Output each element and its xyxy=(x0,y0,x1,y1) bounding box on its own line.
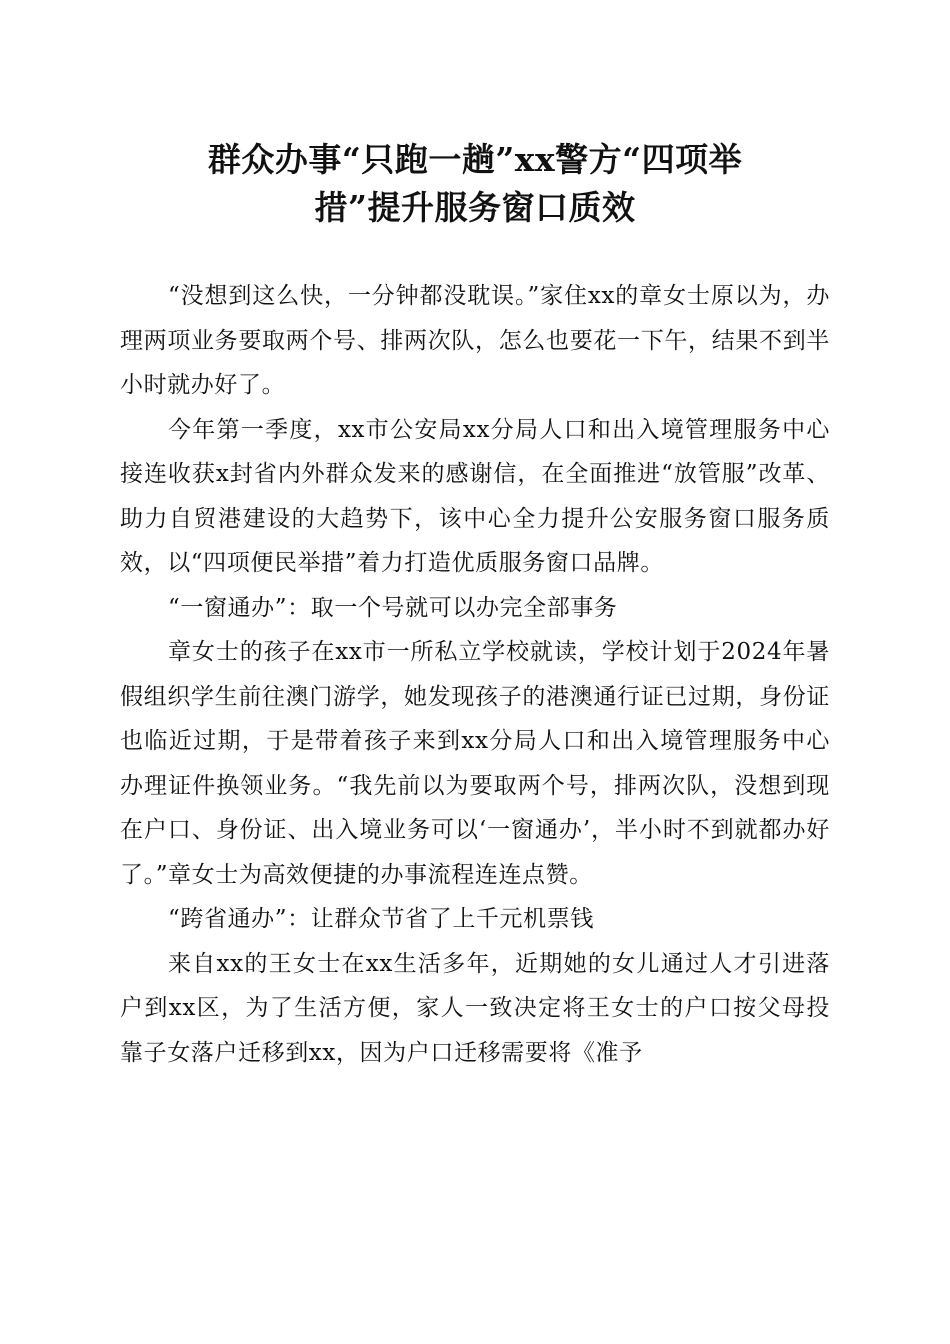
paragraph-case-wang: 来自xx的王女士在xx生活多年，近期她的女儿通过人才引进落户到xx区，为了生活方便，家人一致决定将王女士的户口按父母投靠子女落户迁移到xx，因为户口迁移需要将《准予 xyxy=(120,950,830,1066)
document-title xyxy=(120,136,830,232)
section-heading-cross-province: “跨省通办”：让群众节省了上千元机票钱 xyxy=(168,906,594,932)
document-body xyxy=(120,274,830,1075)
paragraph-case-zhang: 章女士的孩子在xx市一所私立学校就读，学校计划于2024年暑假组织学生前往澳门游学，她发现孩子的港澳通行证已过期，身份证也临近过期，于是带着孩子来到xx分局人口和出入境管理服务中心办理证件换领业务。“我先前以为要取两个号，排两次队，没想到现在户口、身份证、出入境业务可以‘一窗通办’，半小时不到就都办好了。”章女士为高效便捷的办事流程连连点赞。 xyxy=(120,639,830,888)
title-line-2: 措”提升服务窗口质效 xyxy=(314,188,636,227)
paragraph-intro-quote: “没想到这么快，一分钟都没耽误。”家住xx的章女士原以为，办理两项业务要取两个号、排两次队，怎么也要花一下午，结果不到半小时就办好了。 xyxy=(120,283,830,398)
section-heading-one-window: “一窗通办”：取一个号就可以办完全部事务 xyxy=(168,594,618,621)
title-line-1: 群众办事“只跑一趟”xx警方“四项举 xyxy=(207,140,743,179)
paragraph-background: 今年第一季度，xx市公安局xx分局人口和出入境管理服务中心接连收获x封省内外群众发来的感谢信，在全面推进“放管服”改革、助力自贸港建设的大趋势下，该中心全力提升公安服务窗口服务质效，以“四项便民举措”着力打造优质服务窗口品牌。 xyxy=(120,416,830,576)
